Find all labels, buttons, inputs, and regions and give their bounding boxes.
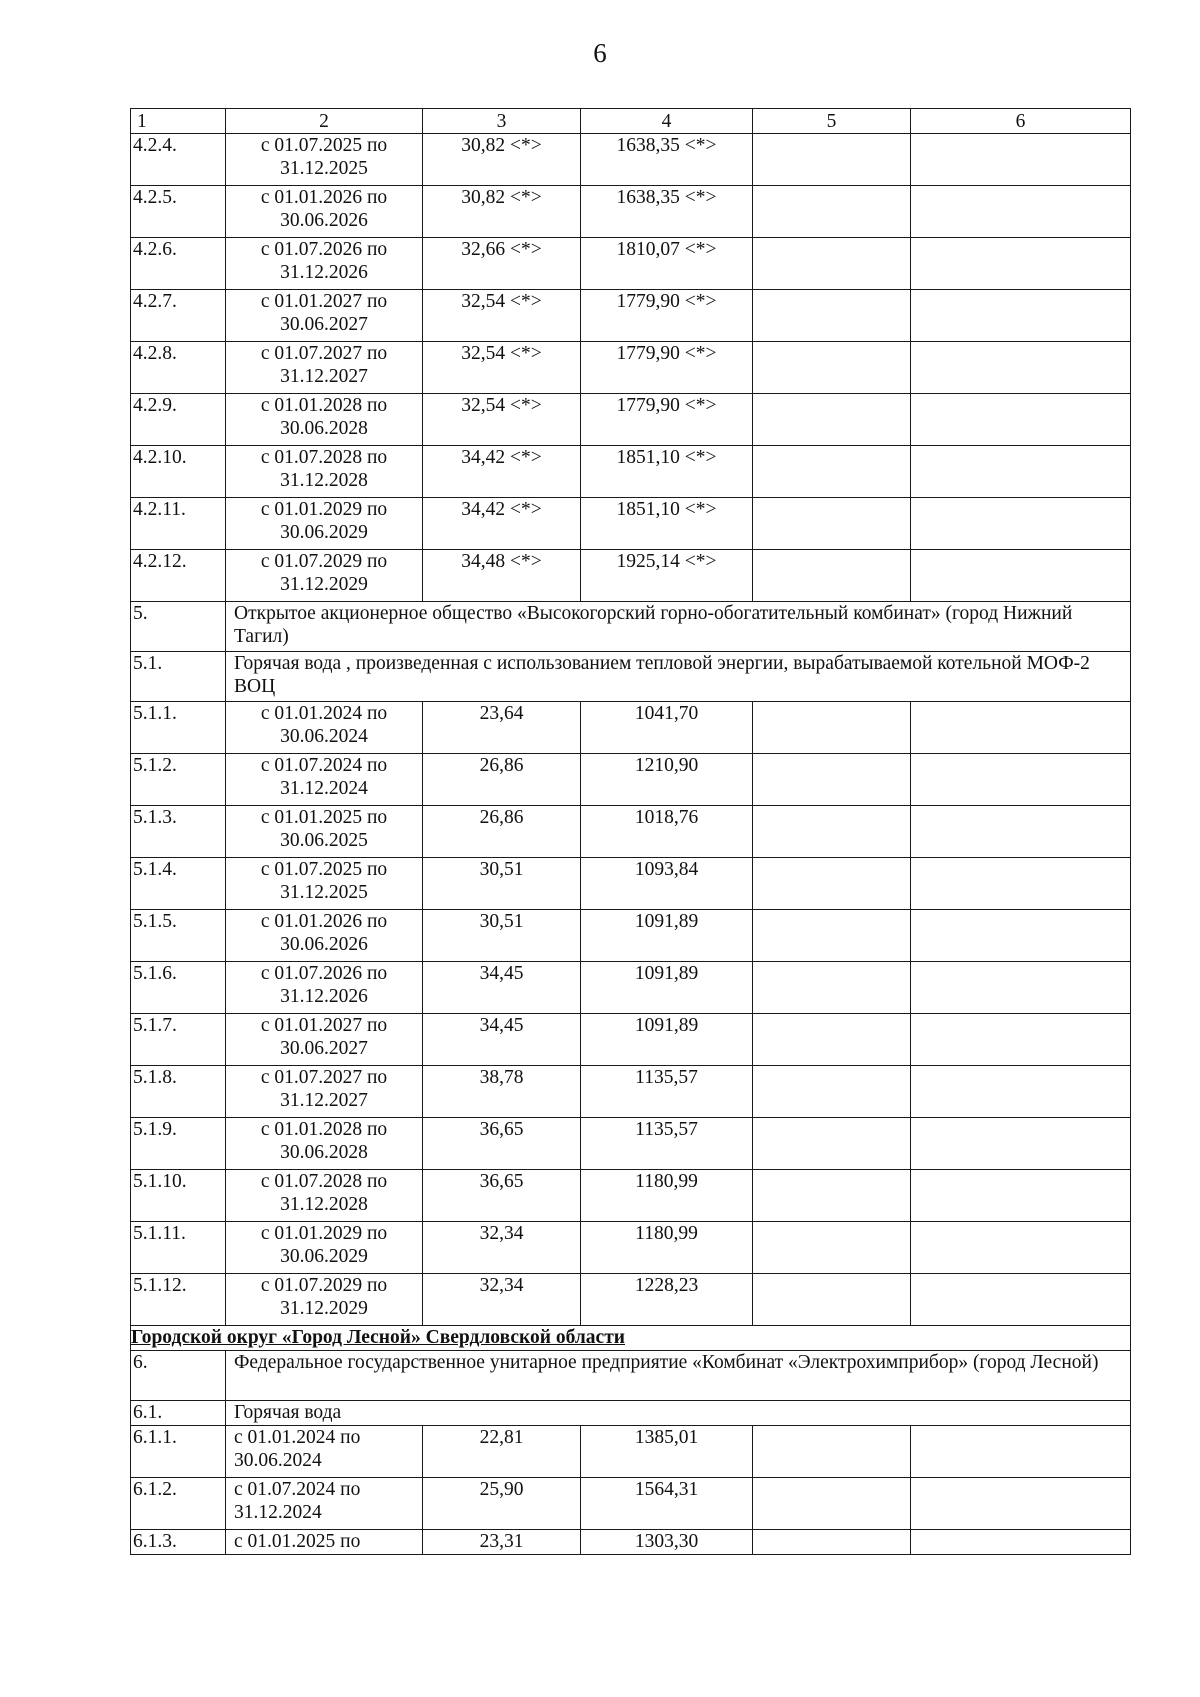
section-row [131, 652, 1131, 702]
tariff-row [131, 702, 1131, 754]
item-number: 5.1.9. [131, 1118, 226, 1170]
district-row [131, 1326, 1131, 1351]
value-col4: 1091,89 [581, 1014, 753, 1066]
tariff-row [131, 754, 1131, 806]
empty-col6 [911, 1118, 1131, 1170]
period-cell [226, 342, 423, 394]
value-col4: 1638,35 <*> [581, 186, 753, 238]
period-start: с 01.07.2029 по [260, 551, 388, 572]
district-title: Городской округ «Город Лесной» Свердловской области [131, 1326, 1131, 1351]
period-end: 31.12.2024 [234, 1502, 322, 1523]
item-number: 4.2.9. [131, 394, 226, 446]
period-start: с 01.01.2028 по [260, 395, 388, 416]
item-number: 5.1.7. [131, 1014, 226, 1066]
empty-col5 [753, 394, 911, 446]
period-start: с 01.01.2027 по [260, 1015, 388, 1036]
period-end: 30.06.2028 [280, 418, 368, 439]
value-col3: 23,64 [423, 702, 581, 754]
empty-col6 [911, 1014, 1131, 1066]
value-col3: 38,78 [423, 1066, 581, 1118]
item-number: 4.2.4. [131, 134, 226, 186]
value-col4: 1385,01 [581, 1426, 753, 1478]
period-start: с 01.01.2024 по [260, 703, 388, 724]
value-col4: 1091,89 [581, 962, 753, 1014]
value-col4: 1851,10 <*> [581, 498, 753, 550]
empty-col5 [753, 1066, 911, 1118]
item-number: 5.1.8. [131, 1066, 226, 1118]
period-start: с 01.01.2026 по [260, 187, 388, 208]
value-col4: 1303,30 [581, 1530, 753, 1555]
value-col3: 36,65 [423, 1170, 581, 1222]
empty-col5 [753, 134, 911, 186]
period-start: с 01.01.2026 по [260, 911, 388, 932]
value-col3: 34,42 <*> [423, 446, 581, 498]
empty-col5 [753, 754, 911, 806]
period-cell [226, 134, 423, 186]
empty-col5 [753, 1426, 911, 1478]
empty-col5 [753, 446, 911, 498]
tariff-row [131, 1222, 1131, 1274]
tariff-row [131, 446, 1131, 498]
empty-col5 [753, 858, 911, 910]
period-end: 31.12.2024 [280, 778, 368, 799]
value-col4: 1135,57 [581, 1118, 753, 1170]
empty-col6 [911, 806, 1131, 858]
period-cell [226, 238, 423, 290]
tariff-row [131, 806, 1131, 858]
value-col3: 34,42 <*> [423, 498, 581, 550]
empty-col5 [753, 290, 911, 342]
tariff-row [131, 134, 1131, 186]
section-title: Горячая вода [226, 1401, 1131, 1426]
empty-col5 [753, 962, 911, 1014]
item-number: 4.2.8. [131, 342, 226, 394]
empty-col6 [911, 1426, 1131, 1478]
tariff-row [131, 1426, 1131, 1478]
column-header: 5 [753, 109, 911, 134]
empty-col5 [753, 910, 911, 962]
value-col4: 1135,57 [581, 1066, 753, 1118]
value-col4: 1210,90 [581, 754, 753, 806]
empty-col5 [753, 1118, 911, 1170]
item-number: 5.1.2. [131, 754, 226, 806]
period-start: с 01.01.2025 по [260, 807, 388, 828]
period-end: 30.06.2024 [234, 1450, 322, 1471]
period-cell [226, 446, 423, 498]
empty-col6 [911, 186, 1131, 238]
empty-col6 [911, 498, 1131, 550]
value-col3: 22,81 [423, 1426, 581, 1478]
period-cell [226, 290, 423, 342]
empty-col6 [911, 550, 1131, 602]
period-end: 31.12.2028 [280, 1194, 368, 1215]
value-col3: 30,82 <*> [423, 134, 581, 186]
column-header: 6 [911, 109, 1131, 134]
empty-col6 [911, 1170, 1131, 1222]
empty-col6 [911, 238, 1131, 290]
value-col4: 1851,10 <*> [581, 446, 753, 498]
period-cell [226, 394, 423, 446]
empty-col5 [753, 806, 911, 858]
value-col3: 32,34 [423, 1222, 581, 1274]
period-end: 30.06.2027 [280, 1038, 368, 1059]
section-row [131, 1351, 1131, 1401]
tariff-row [131, 1014, 1131, 1066]
tariff-row [131, 1274, 1131, 1326]
item-number: 4.2.5. [131, 186, 226, 238]
period-start: с 01.07.2024 по [260, 755, 388, 776]
empty-col6 [911, 1530, 1131, 1555]
tariff-row [131, 962, 1131, 1014]
value-col4: 1779,90 <*> [581, 394, 753, 446]
period-cell [226, 962, 423, 1014]
empty-col5 [753, 550, 911, 602]
value-col4: 1018,76 [581, 806, 753, 858]
tariff-row [131, 186, 1131, 238]
period-end: 31.12.2026 [280, 986, 368, 1007]
value-col3: 32,66 <*> [423, 238, 581, 290]
empty-col6 [911, 134, 1131, 186]
empty-col5 [753, 498, 911, 550]
empty-col6 [911, 1222, 1131, 1274]
value-col3: 34,45 [423, 962, 581, 1014]
value-col3: 30,51 [423, 858, 581, 910]
empty-col6 [911, 1274, 1131, 1326]
tariff-row [131, 858, 1131, 910]
tariff-row [131, 498, 1131, 550]
empty-col5 [753, 186, 911, 238]
item-number: 5.1.10. [131, 1170, 226, 1222]
tariff-row [131, 342, 1131, 394]
period-cell [226, 1170, 423, 1222]
period-end: 31.12.2028 [280, 470, 368, 491]
value-col4: 1041,70 [581, 702, 753, 754]
item-number: 5.1.4. [131, 858, 226, 910]
period-cell [226, 858, 423, 910]
period-start: с 01.07.2028 по [260, 447, 388, 468]
empty-col5 [753, 1478, 911, 1530]
period-start: с 01.07.2024 по [234, 1479, 361, 1500]
tariff-row [131, 238, 1131, 290]
empty-col6 [911, 290, 1131, 342]
value-col3: 25,90 [423, 1478, 581, 1530]
column-header-row [131, 109, 1131, 134]
value-col4: 1091,89 [581, 910, 753, 962]
empty-col6 [911, 910, 1131, 962]
period-cell [226, 806, 423, 858]
period-cell [226, 1478, 423, 1530]
period-start: с 01.07.2026 по [260, 963, 388, 984]
value-col3: 26,86 [423, 806, 581, 858]
column-header: 1 [131, 109, 226, 134]
period-cell [226, 754, 423, 806]
empty-col5 [753, 1170, 911, 1222]
value-col4: 1638,35 <*> [581, 134, 753, 186]
item-number: 5.1.5. [131, 910, 226, 962]
period-end: 30.06.2027 [280, 314, 368, 335]
value-col3: 23,31 [423, 1530, 581, 1555]
value-col4: 1228,23 [581, 1274, 753, 1326]
period-start: с 01.07.2026 по [260, 239, 388, 260]
value-col4: 1180,99 [581, 1170, 753, 1222]
empty-col6 [911, 962, 1131, 1014]
section-title: Открытое акционерное общество «Высокогорский горно-обогатительный комбинат» (город Нижний Тагил) [226, 602, 1131, 652]
tariff-row [131, 1478, 1131, 1530]
period-start: с 01.01.2024 по [234, 1427, 361, 1448]
empty-col6 [911, 754, 1131, 806]
period-cell [226, 1274, 423, 1326]
period-end: 30.06.2026 [280, 210, 368, 231]
period-start: с 01.01.2028 по [260, 1119, 388, 1140]
value-col3: 34,48 <*> [423, 550, 581, 602]
tariff-row [131, 1170, 1131, 1222]
period-cell [226, 1426, 423, 1478]
period-end: 30.06.2026 [280, 934, 368, 955]
value-col3: 32,54 <*> [423, 290, 581, 342]
period-start: с 01.01.2029 по [260, 1223, 388, 1244]
item-number: 4.2.7. [131, 290, 226, 342]
section-number: 6.1. [131, 1401, 226, 1426]
period-end: 31.12.2029 [280, 1298, 368, 1319]
period-end: 30.06.2029 [280, 522, 368, 543]
period-start: с 01.07.2025 по [260, 859, 388, 880]
empty-col5 [753, 342, 911, 394]
empty-col6 [911, 858, 1131, 910]
empty-col5 [753, 1222, 911, 1274]
section-number: 6. [131, 1351, 226, 1401]
period-end: 31.12.2025 [280, 882, 368, 903]
period-cell [226, 550, 423, 602]
empty-col6 [911, 702, 1131, 754]
period-end: 30.06.2024 [280, 726, 368, 747]
page-number: 6 [593, 38, 607, 68]
value-col3: 26,86 [423, 754, 581, 806]
tariff-row [131, 290, 1131, 342]
period-end: 30.06.2028 [280, 1142, 368, 1163]
column-header: 3 [423, 109, 581, 134]
value-col4: 1180,99 [581, 1222, 753, 1274]
item-number: 6.1.3. [131, 1530, 226, 1555]
period-start: с 01.07.2029 по [260, 1275, 388, 1296]
column-header: 4 [581, 109, 753, 134]
empty-col6 [911, 394, 1131, 446]
period-cell [226, 186, 423, 238]
period-cell [226, 1066, 423, 1118]
period-cell [226, 1014, 423, 1066]
item-number: 4.2.11. [131, 498, 226, 550]
tariff-row [131, 1066, 1131, 1118]
period-end: 31.12.2025 [280, 158, 368, 179]
empty-col6 [911, 342, 1131, 394]
value-col3: 30,82 <*> [423, 186, 581, 238]
period-cell [226, 1222, 423, 1274]
item-number: 6.1.1. [131, 1426, 226, 1478]
period-start: с 01.07.2025 по [260, 135, 388, 156]
value-col4: 1810,07 <*> [581, 238, 753, 290]
empty-col5 [753, 1274, 911, 1326]
empty-col6 [911, 1066, 1131, 1118]
item-number: 5.1.11. [131, 1222, 226, 1274]
value-col3: 32,34 [423, 1274, 581, 1326]
value-col3: 30,51 [423, 910, 581, 962]
value-col4: 1564,31 [581, 1478, 753, 1530]
period-end: 30.06.2025 [280, 830, 368, 851]
period-start: с 01.07.2027 по [260, 343, 388, 364]
empty-col5 [753, 1530, 911, 1555]
empty-col5 [753, 702, 911, 754]
section-row [131, 1401, 1131, 1426]
item-number: 5.1.6. [131, 962, 226, 1014]
period-end: 31.12.2026 [280, 262, 368, 283]
tariff-row [131, 1118, 1131, 1170]
value-col4: 1779,90 <*> [581, 342, 753, 394]
period-end: 31.12.2027 [280, 366, 368, 387]
tariff-row [131, 1530, 1131, 1555]
period-start: с 01.07.2027 по [260, 1067, 388, 1088]
item-number: 5.1.12. [131, 1274, 226, 1326]
item-number: 5.1.1. [131, 702, 226, 754]
period-cell [226, 1118, 423, 1170]
section-row [131, 602, 1131, 652]
empty-col5 [753, 1014, 911, 1066]
value-col4: 1925,14 <*> [581, 550, 753, 602]
period-cell [226, 498, 423, 550]
period-start: с 01.07.2028 по [260, 1171, 388, 1192]
item-number: 4.2.12. [131, 550, 226, 602]
period-end: 31.12.2027 [280, 1090, 368, 1111]
tariff-table [130, 108, 1131, 1555]
value-col3: 34,45 [423, 1014, 581, 1066]
item-number: 6.1.2. [131, 1478, 226, 1530]
empty-col6 [911, 446, 1131, 498]
period-end: 30.06.2029 [280, 1246, 368, 1267]
period-cell [226, 702, 423, 754]
period-end: 31.12.2029 [280, 574, 368, 595]
column-header: 2 [226, 109, 423, 134]
tariff-row [131, 394, 1131, 446]
empty-col6 [911, 1478, 1131, 1530]
value-col3: 32,54 <*> [423, 342, 581, 394]
section-number: 5.1. [131, 652, 226, 702]
section-title: Федеральное государственное унитарное предприятие «Комбинат «Электрохимприбор» (город Лесной) [226, 1351, 1131, 1401]
item-number: 5.1.3. [131, 806, 226, 858]
value-col3: 36,65 [423, 1118, 581, 1170]
tariff-row [131, 910, 1131, 962]
item-number: 4.2.10. [131, 446, 226, 498]
value-col4: 1093,84 [581, 858, 753, 910]
tariff-row [131, 550, 1131, 602]
empty-col5 [753, 238, 911, 290]
value-col4: 1779,90 <*> [581, 290, 753, 342]
period-cell: с 01.01.2025 по [226, 1530, 423, 1555]
section-title: Горячая вода , произведенная с использованием тепловой энергии, вырабатываемой котельной МОФ-2 ВОЦ [226, 652, 1131, 702]
period-cell [226, 910, 423, 962]
section-number: 5. [131, 602, 226, 652]
period-start: с 01.01.2029 по [260, 499, 388, 520]
period-start: с 01.01.2027 по [260, 291, 388, 312]
value-col3: 32,54 <*> [423, 394, 581, 446]
item-number: 4.2.6. [131, 238, 226, 290]
